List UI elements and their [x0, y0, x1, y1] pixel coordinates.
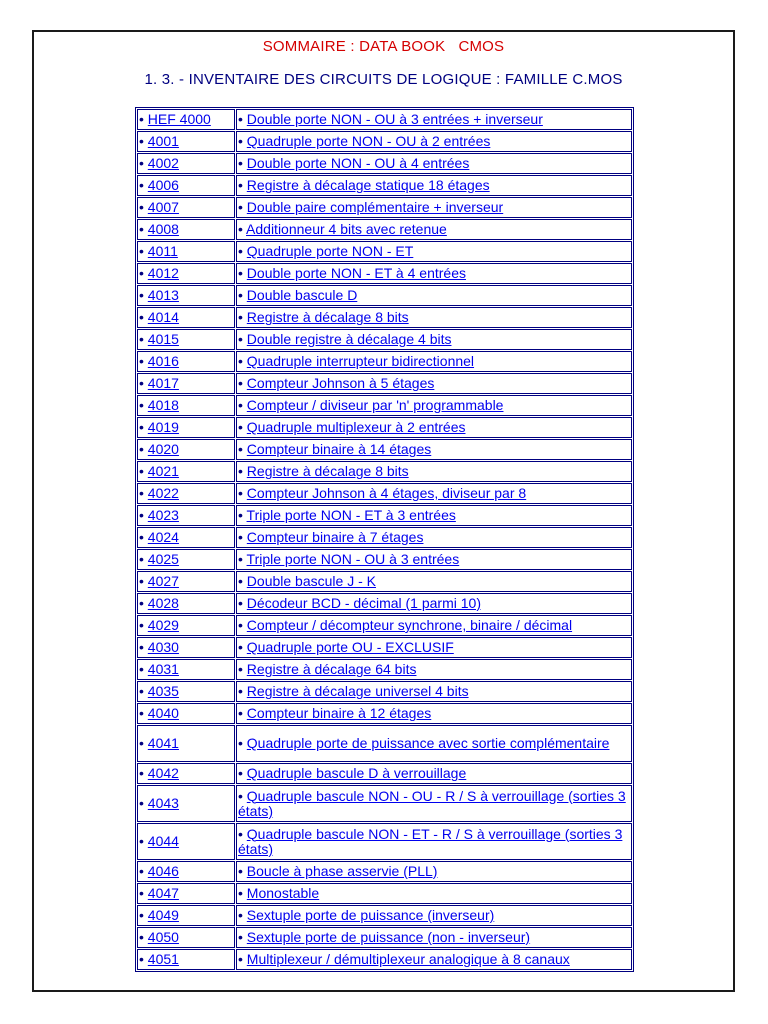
circuit-code-link[interactable]: 4014 [147, 309, 179, 325]
circuit-description-cell [236, 263, 632, 284]
section-heading: 1. 3. - INVENTAIRE DES CIRCUITS DE LOGIQUE : FAMILLE C.MOS [144, 71, 623, 88]
bullet-icon: • [139, 265, 144, 281]
bullet-icon: • [139, 243, 144, 259]
bullet-icon: • [238, 683, 243, 699]
circuit-code-link[interactable]: 4040 [147, 705, 179, 721]
table-row [137, 927, 632, 948]
bullet-icon: • [238, 243, 243, 259]
circuit-inventory-table [135, 107, 634, 972]
bullet-icon: • [139, 375, 144, 391]
bullet-icon: • [139, 735, 144, 751]
circuit-description-cell [236, 637, 632, 658]
circuit-code-cell [137, 927, 235, 948]
table-row [137, 373, 632, 394]
circuit-code-link[interactable]: 4027 [147, 573, 179, 589]
circuit-description-cell [236, 373, 632, 394]
circuit-description-cell [236, 949, 632, 970]
circuit-code-link[interactable]: 4021 [147, 463, 179, 479]
circuit-code-cell [137, 175, 235, 196]
circuit-code-cell [137, 725, 235, 762]
circuit-description-link[interactable]: Registre à décalage 8 bits [246, 463, 409, 479]
table-row [137, 949, 632, 970]
circuit-code-link[interactable]: 4022 [147, 485, 179, 501]
circuit-code-link[interactable]: 4050 [147, 929, 179, 945]
circuit-code-cell [137, 703, 235, 724]
page-title: SOMMAIRE : DATA BOOK CMOS [262, 38, 505, 55]
table-row [137, 549, 632, 570]
circuit-code-cell [137, 681, 235, 702]
circuit-code-cell [137, 153, 235, 174]
circuit-description-cell [236, 785, 632, 822]
bullet-icon: • [238, 825, 243, 842]
circuit-description-cell [236, 109, 632, 130]
bullet-icon: • [139, 573, 144, 589]
circuit-description-cell [236, 905, 632, 926]
circuit-code-cell [137, 823, 235, 860]
circuit-code-link[interactable]: 4047 [147, 885, 179, 901]
bullet-icon: • [139, 111, 144, 127]
circuit-code-cell [137, 439, 235, 460]
table-row [137, 763, 632, 784]
circuit-description-cell [236, 417, 632, 438]
bullet-icon: • [139, 287, 144, 303]
circuit-code-link[interactable]: 4011 [147, 243, 178, 259]
circuit-description-cell [236, 219, 632, 240]
circuit-description-link[interactable]: Double bascule J - K [246, 573, 376, 589]
circuit-description-cell [236, 153, 632, 174]
table-row [137, 703, 632, 724]
circuit-description-link[interactable]: Compteur binaire à 7 étages [246, 529, 424, 545]
table-row [137, 241, 632, 262]
bullet-icon: • [139, 683, 144, 699]
circuit-code-link[interactable]: 4041 [147, 735, 179, 751]
table-row [137, 593, 632, 614]
circuit-description-cell [236, 725, 632, 762]
bullet-icon: • [139, 155, 144, 171]
bullet-icon: • [238, 507, 243, 523]
circuit-description-link[interactable]: Quadruple porte OU - EXCLUSIF [246, 639, 454, 655]
circuit-description-link[interactable]: Quadruple bascule NON - OU - R / S à verrouillage (sorties 3 états) [238, 787, 626, 819]
circuit-code-cell [137, 395, 235, 416]
circuit-description-link[interactable]: Compteur / décompteur synchrone, binaire / décimal [246, 617, 573, 633]
circuit-description-link[interactable]: Quadruple porte NON - ET [246, 243, 414, 259]
bullet-icon: • [139, 177, 144, 193]
bullet-icon: • [139, 353, 144, 369]
circuit-description-link[interactable]: Registre à décalage statique 18 étages [246, 177, 490, 193]
bullet-icon: • [238, 485, 243, 501]
circuit-code-link[interactable]: 4016 [147, 353, 179, 369]
table-row [137, 615, 632, 636]
circuit-description-link[interactable]: Quadruple bascule D à verrouillage [246, 765, 467, 781]
circuit-description-cell [236, 307, 632, 328]
circuit-code-link[interactable]: 4035 [147, 683, 179, 699]
circuit-description-cell [236, 241, 632, 262]
bullet-icon: • [238, 735, 243, 751]
table-row [137, 307, 632, 328]
circuit-code-link[interactable]: 4019 [147, 419, 179, 435]
circuit-description-link[interactable]: Quadruple interrupteur bidirectionnel [246, 353, 475, 369]
circuit-description-link[interactable]: Quadruple porte de puissance avec sortie complémentaire [246, 735, 610, 751]
circuit-code-cell [137, 285, 235, 306]
circuit-description-link[interactable]: Registre à décalage 64 bits [246, 661, 417, 677]
circuit-code-link[interactable]: 4044 [147, 833, 179, 849]
circuit-description-link[interactable]: Compteur Johnson à 4 étages, diviseur par 8 [246, 485, 527, 501]
bullet-icon: • [238, 929, 243, 945]
table-row [137, 219, 632, 240]
table-row [137, 785, 632, 822]
circuit-code-link[interactable]: 4046 [147, 863, 179, 879]
circuit-code-link[interactable]: 4042 [147, 765, 179, 781]
bullet-icon: • [139, 529, 144, 545]
bullet-icon: • [139, 419, 144, 435]
bullet-icon: • [238, 155, 243, 171]
table-row [137, 823, 632, 860]
circuit-description-link[interactable]: Quadruple multiplexeur à 2 entrées [246, 419, 466, 435]
circuit-code-cell [137, 109, 235, 130]
circuit-description-link[interactable]: Double registre à décalage 4 bits [246, 331, 452, 347]
bullet-icon: • [139, 309, 144, 325]
circuit-description-cell [236, 197, 632, 218]
bullet-icon: • [139, 507, 144, 523]
table-row [137, 861, 632, 882]
circuit-code-cell [137, 307, 235, 328]
circuit-code-cell [137, 615, 235, 636]
bullet-icon: • [139, 221, 144, 237]
bullet-icon: • [238, 353, 243, 369]
circuit-code-cell [137, 505, 235, 526]
bullet-icon: • [139, 485, 144, 501]
circuit-code-cell [137, 373, 235, 394]
bullet-icon: • [139, 795, 144, 811]
table-row [137, 351, 632, 372]
circuit-code-cell [137, 861, 235, 882]
bullet-icon: • [238, 111, 243, 127]
circuit-description-cell [236, 883, 632, 904]
bullet-icon: • [238, 705, 243, 721]
circuit-description-cell [236, 861, 632, 882]
bullet-icon: • [238, 309, 243, 325]
bullet-icon: • [238, 951, 243, 967]
circuit-description-cell [236, 615, 632, 636]
circuit-description-link[interactable]: Compteur binaire à 12 étages [246, 705, 432, 721]
circuit-code-link[interactable]: 4028 [147, 595, 179, 611]
circuit-description-link[interactable]: Monostable [246, 885, 320, 901]
circuit-description-cell [236, 285, 632, 306]
circuit-code-link[interactable]: 4018 [147, 397, 179, 413]
bullet-icon: • [139, 331, 144, 347]
bullet-icon: • [238, 287, 243, 303]
bullet-icon: • [238, 463, 243, 479]
bullet-icon: • [238, 199, 243, 215]
circuit-description-link[interactable]: Double porte NON - OU à 4 entrées [246, 155, 470, 171]
table-row [137, 285, 632, 306]
bullet-icon: • [238, 375, 243, 391]
circuit-description-cell [236, 131, 632, 152]
bullet-icon: • [238, 907, 243, 923]
circuit-description-cell [236, 571, 632, 592]
table-row [137, 483, 632, 504]
circuit-description-cell [236, 593, 632, 614]
circuit-description-cell [236, 505, 632, 526]
bullet-icon: • [238, 639, 243, 655]
circuit-code-link[interactable]: 4023 [147, 507, 179, 523]
bullet-icon: • [238, 885, 243, 901]
bullet-icon: • [238, 661, 243, 677]
circuit-code-link[interactable]: 4031 [147, 661, 179, 677]
circuit-code-cell [137, 417, 235, 438]
bullet-icon: • [139, 595, 144, 611]
bullet-icon: • [139, 833, 144, 849]
circuit-code-cell [137, 461, 235, 482]
table-row [137, 329, 632, 350]
bullet-icon: • [238, 221, 243, 237]
circuit-description-link[interactable]: Sextuple porte de puissance (non - inverseur) [246, 929, 531, 945]
bullet-icon: • [139, 133, 144, 149]
bullet-icon: • [139, 929, 144, 945]
circuit-code-cell [137, 527, 235, 548]
bullet-icon: • [139, 661, 144, 677]
table-row [137, 637, 632, 658]
circuit-description-cell [236, 395, 632, 416]
circuit-description-cell [236, 329, 632, 350]
bullet-icon: • [139, 199, 144, 215]
circuit-code-cell [137, 219, 235, 240]
circuit-code-cell [137, 785, 235, 822]
circuit-description-link[interactable]: Additionneur 4 bits avec retenue [246, 221, 447, 237]
circuit-description-link[interactable]: Sextuple porte de puissance (inverseur) [246, 907, 495, 923]
table-row [137, 571, 632, 592]
circuit-code-link[interactable]: 4013 [147, 287, 179, 303]
circuit-code-cell [137, 329, 235, 350]
circuit-description-link[interactable]: Décodeur BCD - décimal (1 parmi 10) [246, 595, 481, 611]
circuit-code-cell [137, 197, 235, 218]
table-row [137, 109, 632, 130]
circuit-description-cell [236, 703, 632, 724]
circuit-description-link[interactable]: Multiplexeur / démultiplexeur analogique à 8 canaux [246, 951, 570, 967]
circuit-code-link[interactable]: 4001 [147, 133, 179, 149]
circuit-code-link[interactable]: 4049 [147, 907, 179, 923]
circuit-description-cell [236, 461, 632, 482]
circuit-code-link[interactable]: 4012 [147, 265, 179, 281]
circuit-description-link[interactable]: Quadruple porte NON - OU à 2 entrées [246, 133, 491, 149]
table-row [137, 131, 632, 152]
circuit-description-link[interactable]: Registre à décalage 8 bits [246, 309, 409, 325]
table-row [137, 725, 632, 762]
bullet-icon: • [238, 133, 243, 149]
table-row [137, 505, 632, 526]
circuit-code-link[interactable]: 4006 [147, 177, 179, 193]
bullet-icon: • [238, 397, 243, 413]
document-frame [32, 30, 735, 992]
circuit-code-cell [137, 571, 235, 592]
bullet-icon: • [139, 397, 144, 413]
circuit-description-cell [236, 823, 632, 860]
circuit-code-cell [137, 263, 235, 284]
circuit-code-cell [137, 131, 235, 152]
circuit-code-cell [137, 949, 235, 970]
circuit-description-cell [236, 175, 632, 196]
table-row [137, 395, 632, 416]
table-row [137, 263, 632, 284]
circuit-description-cell [236, 927, 632, 948]
circuit-code-cell [137, 549, 235, 570]
bullet-icon: • [139, 551, 144, 567]
table-row [137, 527, 632, 548]
bullet-icon: • [139, 885, 144, 901]
circuit-description-cell [236, 527, 632, 548]
bullet-icon: • [139, 639, 144, 655]
bullet-icon: • [139, 951, 144, 967]
bullet-icon: • [139, 617, 144, 633]
circuit-description-link[interactable]: Boucle à phase asservie (PLL) [246, 863, 438, 879]
circuit-code-link[interactable]: 4030 [147, 639, 179, 655]
circuit-code-link[interactable]: 4017 [147, 375, 179, 391]
circuit-description-link[interactable]: Quadruple bascule NON - ET - R / S à verrouillage (sorties 3 états) [238, 825, 623, 857]
circuit-description-link[interactable]: Compteur / diviseur par 'n' programmable [246, 397, 504, 413]
circuit-description-cell [236, 681, 632, 702]
table-row [137, 681, 632, 702]
circuit-description-link[interactable]: Double bascule D [246, 287, 358, 303]
bullet-icon: • [238, 863, 243, 879]
bullet-icon: • [139, 463, 144, 479]
bullet-icon: • [238, 419, 243, 435]
circuit-description-cell [236, 483, 632, 504]
circuit-code-cell [137, 351, 235, 372]
circuit-code-cell [137, 483, 235, 504]
circuit-code-link[interactable]: 4051 [147, 951, 179, 967]
circuit-code-link[interactable]: 4015 [147, 331, 179, 347]
bullet-icon: • [139, 907, 144, 923]
bullet-icon: • [139, 441, 144, 457]
circuit-description-link[interactable]: Triple porte NON - ET à 3 entrées [246, 507, 456, 523]
circuit-description-cell [236, 659, 632, 680]
circuit-code-link[interactable]: 4002 [147, 155, 179, 171]
table-row [137, 905, 632, 926]
bullet-icon: • [139, 705, 144, 721]
bullet-icon: • [139, 863, 144, 879]
circuit-code-link[interactable]: 4043 [147, 795, 179, 811]
circuit-description-cell [236, 549, 632, 570]
table-row [137, 175, 632, 196]
circuit-code-cell [137, 905, 235, 926]
bullet-icon: • [238, 177, 243, 193]
circuit-description-cell [236, 439, 632, 460]
table-row [137, 153, 632, 174]
bullet-icon: • [238, 551, 243, 567]
circuit-code-link[interactable]: 4008 [147, 221, 179, 237]
bullet-icon: • [238, 265, 243, 281]
bullet-icon: • [238, 529, 243, 545]
circuit-description-link[interactable]: Registre à décalage universel 4 bits [246, 683, 469, 699]
circuit-code-link[interactable]: 4024 [147, 529, 179, 545]
circuit-code-link[interactable]: HEF 4000 [147, 111, 211, 127]
inventory-body [137, 109, 632, 970]
circuit-code-link[interactable]: 4025 [147, 551, 179, 567]
table-row [137, 659, 632, 680]
table-row [137, 883, 632, 904]
bullet-icon: • [238, 441, 243, 457]
circuit-code-cell [137, 637, 235, 658]
table-row [137, 461, 632, 482]
circuit-code-cell [137, 883, 235, 904]
bullet-icon: • [238, 595, 243, 611]
circuit-description-link[interactable]: Compteur binaire à 14 étages [246, 441, 432, 457]
circuit-code-cell [137, 241, 235, 262]
bullet-icon: • [238, 573, 243, 589]
circuit-code-link[interactable]: 4029 [147, 617, 179, 633]
circuit-description-link[interactable]: Double porte NON - ET à 4 entrées [246, 265, 466, 281]
circuit-code-cell [137, 593, 235, 614]
circuit-description-link[interactable]: Triple porte NON - OU à 3 entrées [246, 551, 460, 567]
circuit-description-link[interactable]: Double paire complémentaire + inverseur [246, 199, 504, 215]
bullet-icon: • [238, 617, 243, 633]
bullet-icon: • [238, 331, 243, 347]
bullet-icon: • [238, 765, 243, 781]
circuit-description-link[interactable]: Compteur Johnson à 5 étages [246, 375, 435, 391]
circuit-code-cell [137, 659, 235, 680]
bullet-icon: • [139, 765, 144, 781]
table-row [137, 417, 632, 438]
circuit-code-link[interactable]: 4020 [147, 441, 179, 457]
circuit-description-cell [236, 763, 632, 784]
circuit-description-cell [236, 351, 632, 372]
table-row [137, 197, 632, 218]
table-row [137, 439, 632, 460]
circuit-code-link[interactable]: 4007 [147, 199, 179, 215]
circuit-description-link[interactable]: Double porte NON - OU à 3 entrées + inverseur [246, 111, 543, 127]
circuit-code-cell [137, 763, 235, 784]
bullet-icon: • [238, 787, 243, 804]
